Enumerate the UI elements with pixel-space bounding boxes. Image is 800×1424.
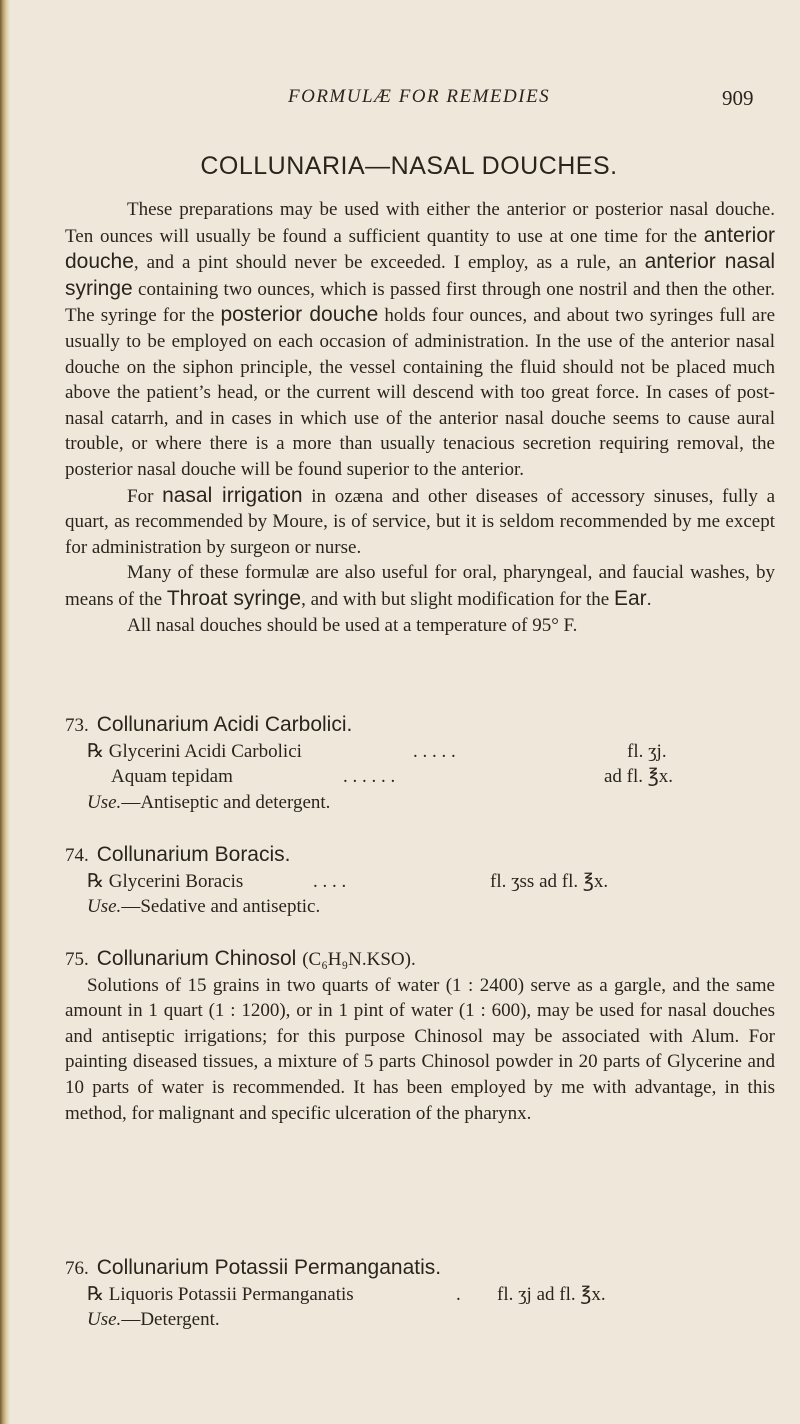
prescription-line (65, 869, 775, 895)
prescription-line (65, 739, 775, 765)
formula-title: Collunarium Boracis. (96, 843, 291, 866)
ingredient: ℞ Glycerini Boracis (87, 870, 244, 892)
intro-paragraph-4: All nasal douches should be used at a temperature of 95° F. (127, 614, 578, 636)
amount: fl. ʒj ad fl. ℥x. (497, 1283, 606, 1305)
keyword-posterior-douche: posterior douche (220, 303, 379, 327)
amount: ad fl. ℥x. (604, 766, 674, 788)
formula-title: Collunarium Chinosol (96, 947, 297, 970)
formula-entry-76 (65, 1255, 775, 1333)
leader-dots: . . . . . . (343, 766, 396, 788)
ingredient: ℞ Liquoris Potassii Permanganatis (87, 1283, 354, 1305)
ingredient: ℞ Glycerini Acidi Carbolici (87, 740, 302, 762)
keyword-nasal-irrigation: nasal irrigation (162, 483, 303, 507)
page-number: 909 (722, 86, 754, 110)
formula-heading (65, 712, 775, 739)
formula-number: 76. (65, 1258, 89, 1279)
formula-number: 75. (65, 949, 89, 970)
section-title: COLLUNARIA—NASAL DOUCHES. (200, 152, 618, 180)
formula-entry-73 (65, 712, 775, 815)
running-head: FORMULÆ FOR REMEDIES (288, 86, 551, 107)
ingredient: Aquam tepidam (111, 766, 233, 788)
formula-number: 73. (65, 715, 89, 736)
amount: fl. ʒss ad fl. ℥x. (490, 870, 609, 892)
use-note (65, 1307, 775, 1333)
intro-paragraph-1: These preparations may be used with either the anterior or posterior nasal douche. Ten ounces will usually be found a sufficient quantity to use at one time for the anterior douche, and a pint should never be exceeded. I employ, as a rule, an anterior nasal syringe containing two ounces, which is passed first through one nostril and then the other. The syringe for the posterior douche holds four ounces, and about two syringes full are usually to be employed on each occasion of administration. In the use of the anterior nasal douche on the siphon principle, the vessel containing the fluid should not be placed much above the patient’s head, or the current will descend with too great force. In cases of post-nasal catarrh, and in cases in which use of the anterior nasal douche seems to cause aural trouble, or where there is a more than usually tenacious secretion requiring removal, the posterior nasal douche will be found superior to the anterior. (65, 199, 776, 480)
formula-heading (65, 1255, 775, 1282)
keyword-throat-syringe: Throat syringe (166, 586, 302, 610)
use-label: Use. (87, 1309, 122, 1331)
keyword-anterior-douche: anterior douche (65, 223, 775, 274)
intro-paragraph-3: Many of these formulæ are also useful for oral, pharyngeal, and faucial washes, by means of the Throat syringe, and with but slight modification for the Ear. (65, 562, 775, 610)
leader-dots: . . . . (313, 870, 347, 892)
formula-description: Solutions of 15 grains in two quarts of water (1 : 2400) serve as a gargle, and the same amount in 1 quart (1 : 1200), or in 1 pint of water (1 : 600), may be used for nasal douches and antiseptic irrigations; for this purpose Chinosol may be associated with Alum. For painting diseased tissues, a mixture of 5 parts Chinosol powder in 20 parts of Glycerine and 10 parts of water is recommended. It has been employed by me with advantage, in this method, for malignant and specific ulceration of the pharynx. (65, 974, 775, 1124)
formula-entry-75 (65, 946, 775, 1126)
use-text: —Antiseptic and detergent. (121, 791, 331, 813)
intro-text (65, 197, 775, 638)
use-text: —Sedative and antiseptic. (121, 896, 321, 918)
leader-dots: . (456, 1283, 461, 1305)
formula-title: Collunarium Acidi Carbolici. (96, 713, 353, 736)
keyword-ear: Ear (614, 586, 647, 610)
use-note (65, 790, 775, 816)
keyword-anterior-nasal-syringe: anterior nasal syringe (65, 250, 775, 300)
use-label: Use. (87, 896, 122, 918)
formula-entry-74 (65, 842, 775, 920)
amount: fl. ʒj. (627, 740, 667, 762)
prescription-line (65, 764, 775, 790)
formula-heading (65, 842, 775, 869)
prescription-line (65, 1282, 775, 1308)
use-note (65, 894, 775, 920)
intro-paragraph-2: For nasal irrigation in ozæna and other diseases of accessory sinuses, fully a quart, as recommended by Moure, is of service, but it is seldom recommended by me except for administration by surgeon or nurse. (65, 483, 775, 558)
use-text: —Detergent. (121, 1309, 220, 1331)
use-label: Use. (87, 791, 122, 813)
formula-heading (65, 946, 775, 973)
leader-dots: . . . . . (413, 740, 456, 762)
formula-number: 74. (65, 845, 89, 866)
chemical-formula: (C₆H₉N.KSO). (302, 949, 416, 970)
formula-title: Collunarium Potassii Permanganatis. (96, 1256, 442, 1279)
